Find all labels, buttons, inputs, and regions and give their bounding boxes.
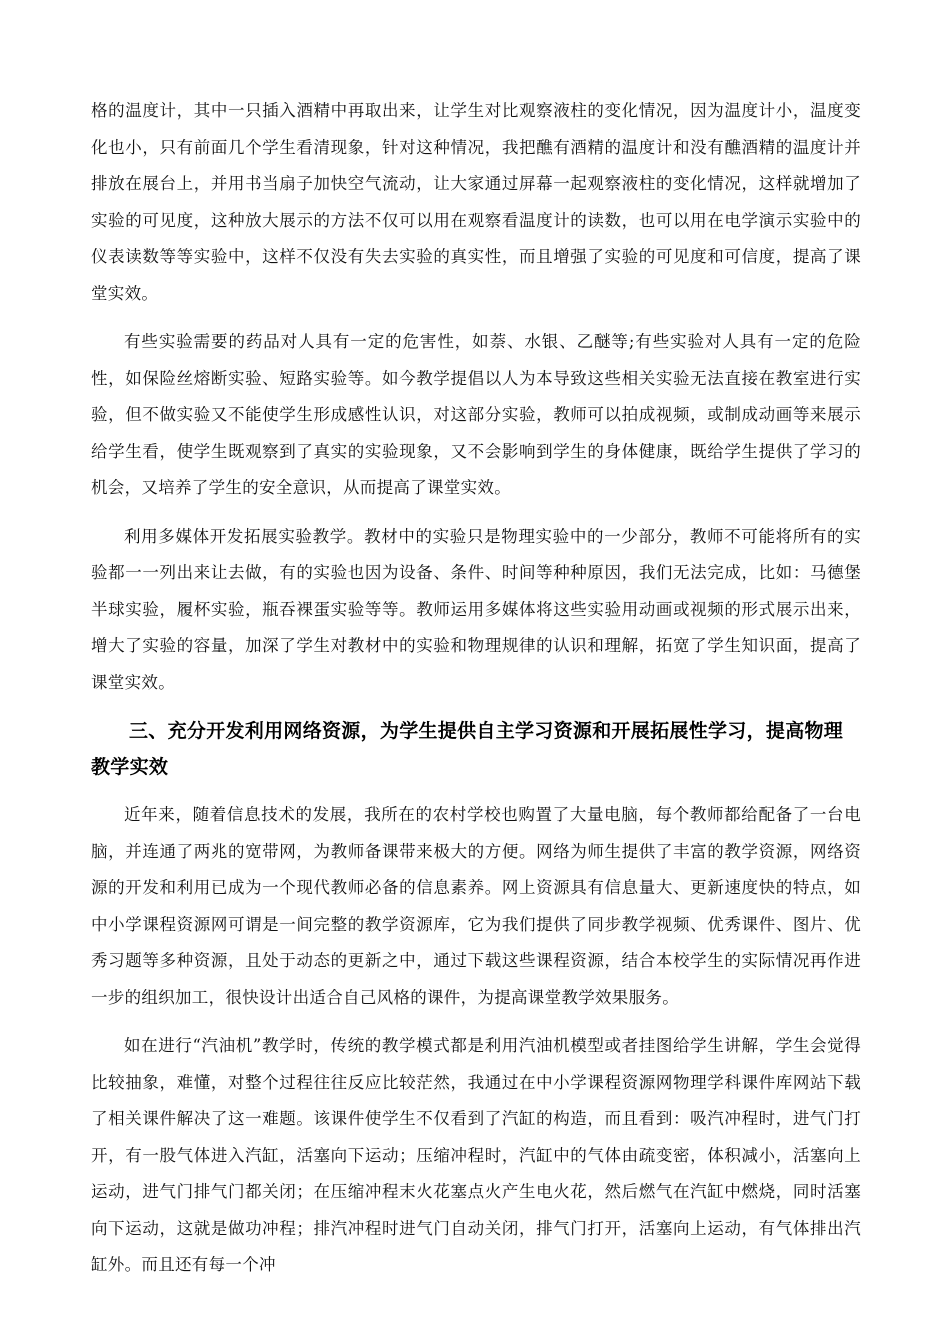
section-heading: 三、充分开发利用网络资源，为学生提供自主学习资源和开展拓展性学习，提高物理教学实效 [91,720,844,778]
paragraph-network-resources: 近年来，随着信息技术的发展，我所在的农村学校也购置了大量电脑，每个教师都给配备了一台电脑，并连通了两兆的宽带网，为教师备课带来极大的方便。网络为师生提供了丰富的教学资源，网络资源的开发和利用已成为一个现代教师必备的信息素养。网上资源具有信息量大、更新速度快的特点，如中小学课程资源网可谓是一间完整的教学资源库，它为我们提供了同步教学视频、优秀课件、图片、优秀习题等多种资源，且处于动态的更新之中，通过下载这些课程资源，结合本校学生的实际情况再作进一步的组织加工，很快设计出适合自己风格的课件，为提高课堂教学效果服务。 [91,805,861,1007]
paragraph-gasoline-engine: 如在进行“汽油机”教学时，传统的教学模式都是利用汽油机模型或者挂图给学生讲解，学生会觉得比较抽象，难懂，对整个过程往往反应比较茫然，我通过在中小学课程资源网物理学科课件库网站下载了相关课件解决了这一难题。该课件使学生不仅看到了汽缸的构造，而且看到：吸汽冲程时，进气门打开，有一股气体进入汽缸，活塞向下运动；压缩冲程时，汽缸中的气体由疏变密，体积减小，活塞向上运动，进气门排气门都关闭；在压缩冲程末火花塞点火产生电火花，然后燃气在汽缸中燃烧，同时活塞向下运动，这就是做功冲程；排汽冲程时进气门自动关闭，排气门打开，活塞向上运动，有气体排出汽缸外。而且还有每一个冲 [91,1036,861,1274]
paragraph-multimedia-extension: 利用多媒体开发拓展实验教学。教材中的实验只是物理实验中的一少部分，教师不可能将所有的实验都一一列出来让去做，有的实验也因为设备、条件、时间等种种原因，我们无法完成，比如：马德堡半球实验，履杯实验，瓶吞裸蛋实验等等。教师运用多媒体将这些实验用动画或视频的形式展示出来，增大了实验的容量，加深了学生对教材中的实验和物理规律的认识和理解，拓宽了学生知识面，提高了课堂实效。 [91,526,861,692]
document-body [91,93,861,1296]
paragraph-hazardous-experiments: 有些实验需要的药品对人具有一定的危害性，如萘、水银、乙醚等;有些实验对人具有一定的危险性，如保险丝熔断实验、短路实验等。如今教学提倡以人为本导致这些相关实验无法直接在教室进行实验，但不做实验又不能使学生形成感性认识，对这部分实验，教师可以拍成视频，或制成动画等来展示给学生看，使学生既观察到了真实的实验现象，又不会影响到学生的身体健康，既给学生提供了学习的机会，又培养了学生的安全意识，从而提高了课堂实效。 [91,332,861,497]
paragraph-thermometer-demo: 格的温度计，其中一只插入酒精中再取出来，让学生对比观察液柱的变化情况，因为温度计小，温度变化也小，只有前面几个学生看清现象，针对这种情况，我把醮有酒精的温度计和没有醮酒精的温度计并排放在展台上，并用书当扇子加快空气流动，让大家通过屏幕一起观察液柱的变化情况，这样就增加了实验的可见度，这种放大展示的方法不仅可以用在观察看温度计的读数，也可以用在电学演示实验中的仪表读数等等实验中，这样不仅没有失去实验的真实性，而且增强了实验的可见度和可信度，提高了课堂实效。 [91,101,861,303]
